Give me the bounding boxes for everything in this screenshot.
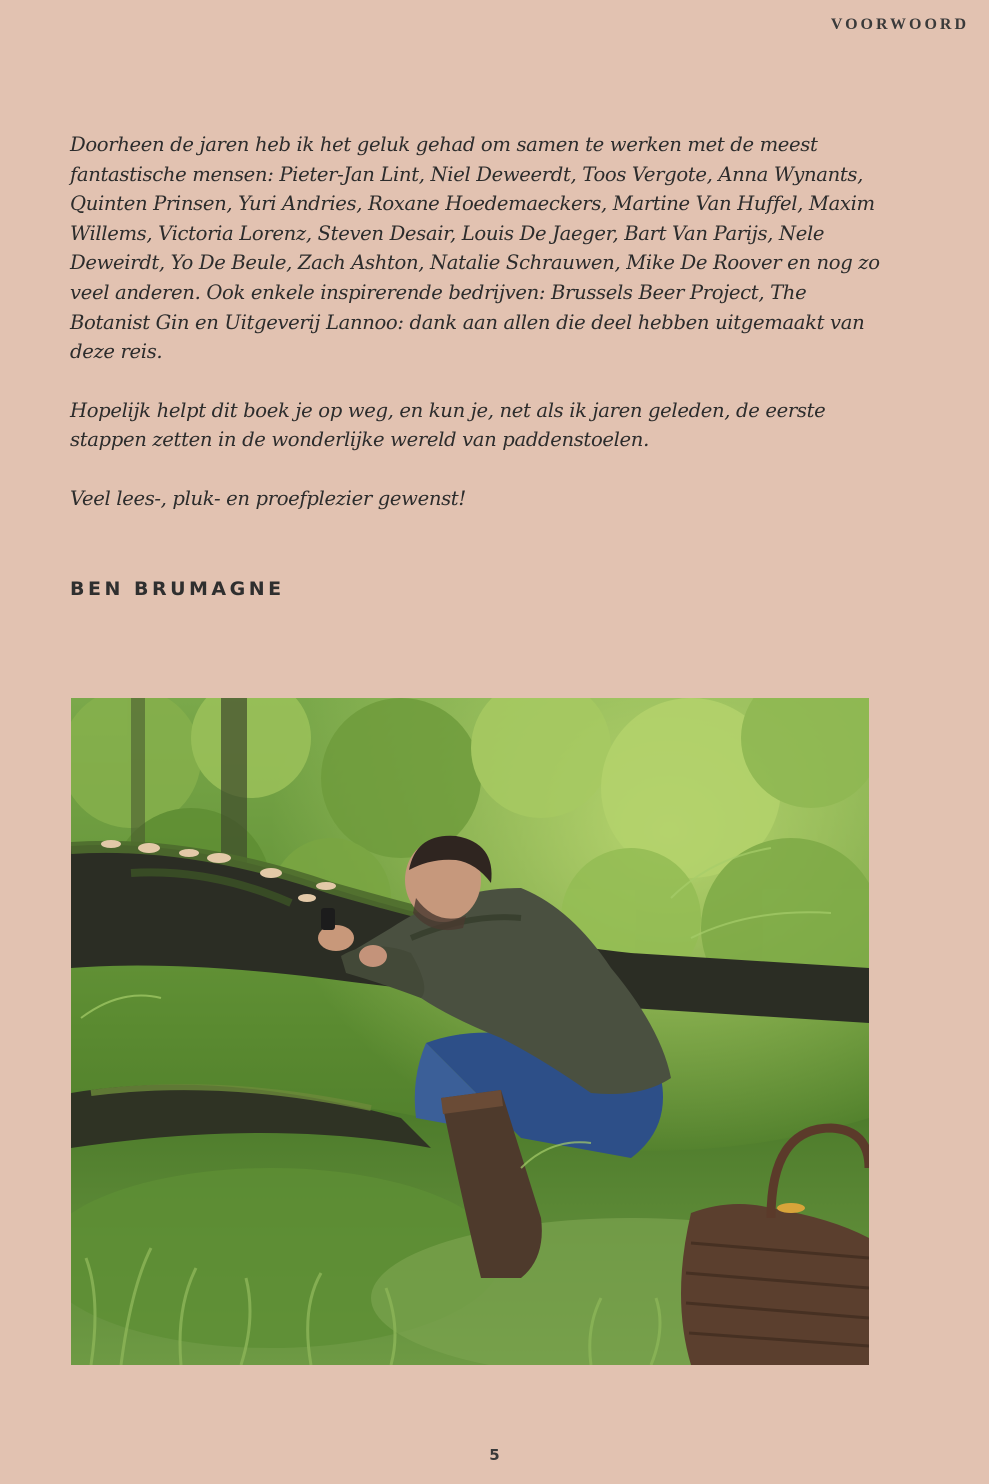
forest-photo — [71, 698, 869, 1365]
paragraph-closing: Veel lees-, pluk- en proefplezier gewenst! — [70, 486, 466, 510]
paragraph-hope: Hopelijk helpt dit boek je op weg, en kun je, net als ik jaren geleden, de eerste stappen zetten in de wonderlijke wereld van paddenstoelen. — [70, 398, 826, 452]
running-head: VOORWOORD — [830, 16, 969, 33]
author-signature: BEN BRUMAGNE — [70, 578, 285, 600]
paragraph-acknowledgements: Doorheen de jaren heb ik het geluk gehad om samen te werken met de meest fantastische mensen: Pieter-Jan Lint, Niel Deweerdt, Toos Vergote, Anna Wynants, Quinten Prinsen, Yuri Andries, Roxane Hoedemaeckers, Martine Van Huffel, Maxim Willems, Victoria Lorenz, Steven Desair, Louis De Jaeger, Bart Van Parijs, Nele Deweirdt, Yo De Beule, Zach Ashton, Natalie Schrauwen, Mike De Roover en nog zo veel anderen. Ook enkele inspirerende bedrijven: Brussels Beer Project, The Botanist Gin en Uitgeverij Lannoo: dank aan allen die deel hebben uitgemaakt van deze reis. — [70, 133, 880, 364]
foreword-body — [70, 130, 885, 543]
page-number: 5 — [489, 1446, 500, 1464]
